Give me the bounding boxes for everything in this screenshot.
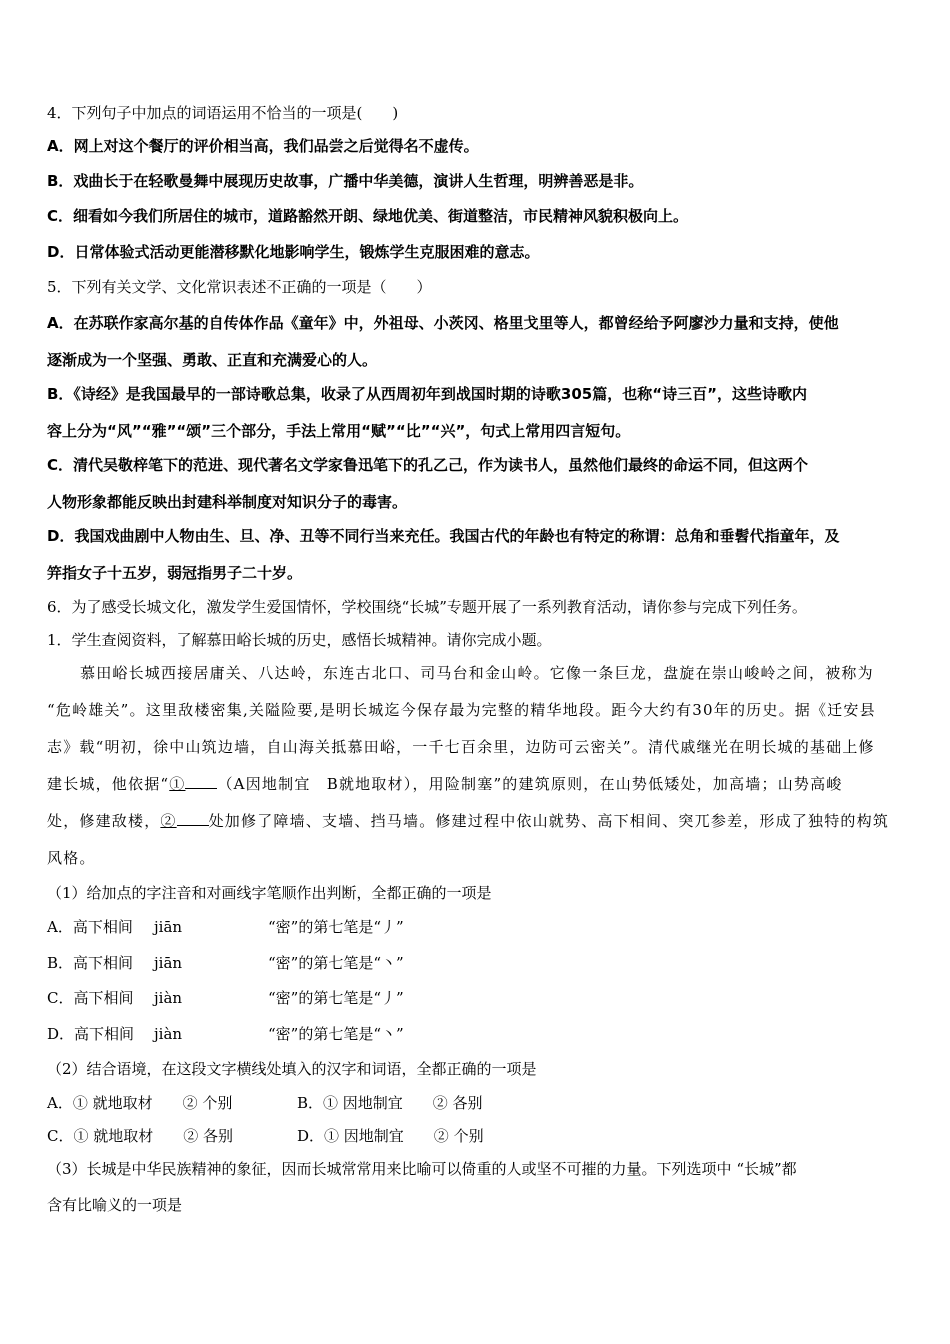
q5-option-b-line2: 容上分为“风”“雅”“颂”三个部分，手法上常用“赋”“比”“兴”，句式上常用四言短句。	[47, 422, 631, 440]
sq1-option-d-pinyin: jiàn	[154, 1025, 183, 1043]
passage-line-3: 志》载“明初，徐中山筑边墙，自山海关抵慕田峪，一千七百余里，边防可云密关”。清代戚继光在明长城的基础上修	[47, 738, 875, 756]
sq2-option-a: A．① 就地取材 ② 个别	[47, 1094, 233, 1112]
sq1-option-c-stroke: “密”的第七笔是“丿”	[268, 989, 404, 1007]
sub-question-1: （1）给加点的字注音和对画线字笔顺作出判断，全都正确的一项是	[47, 884, 492, 902]
q6-sub1: 1．学生查阅资料，了解慕田峪长城的历史，感悟长城精神。请你完成小题。	[47, 631, 552, 649]
blank-1-marker: ①	[169, 775, 186, 793]
q4-option-d: D．日常体验式活动更能潜移默化地影响学生，锻炼学生克服困难的意志。	[47, 243, 540, 261]
q4-option-c: C．细看如今我们所居住的城市，道路豁然开朗、绿地优美、街道整洁，市民精神风貌积极向上。	[47, 207, 689, 225]
q4-option-a: A．网上对这个餐厅的评价相当高，我们品尝之后觉得名不虚传。	[47, 137, 479, 155]
q5-option-a-line1: A．在苏联作家高尔基的自传体作品《童年》中，外祖母、小茨冈、格里戈里等人，都曾经给予阿廖沙力量和支持，使他	[47, 314, 839, 332]
q5-option-c-line2: 人物形象都能反映出封建科举制度对知识分子的毒害。	[47, 493, 408, 511]
sq1-option-b-pinyin: jiān	[154, 954, 183, 972]
passage-line-1: 慕田峪长城西接居庸关、八达岭，东连古北口、司马台和金山岭。它像一条巨龙，盘旋在崇山峻岭之间，被称为	[80, 664, 874, 682]
q5-option-c-line1: C．清代吴敬梓笔下的范进、现代著名文学家鲁迅笔下的孔乙己，作为读书人，虽然他们最终的命运不同，但这两个	[47, 456, 809, 474]
q4-option-b: B．戏曲长于在轻歌曼舞中展现历史故事，广播中华美德，演讲人生哲理，明辨善恶是非。	[47, 172, 644, 190]
q6-stem: 6．为了感受长城文化，激发学生爱国情怀，学校围绕“长城”专题开展了一系列教育活动，请你参与完成下列任务。	[47, 598, 807, 616]
sub-question-3-line1: （3）长城是中华民族精神的象征，因而长城常常用来比喻可以倚重的人或坚不可摧的力量。下列选项中 “长城”都	[47, 1160, 797, 1178]
passage-line-4-start: 建长城，他依据“	[47, 775, 170, 793]
sq1-option-d-stroke: “密”的第七笔是“丶”	[268, 1025, 404, 1043]
passage-line-4-end: （A因地制宜 B就地取材），用险制塞”的建筑原则，在山势低矮处，加高墙；山势高峻	[217, 775, 843, 793]
passage-line-2: “危岭雄关”。这里敌楼密集,关隘险要,是明长城迄今保存最为完整的精华地段。距今大约有30年的历史。据《迁安县	[47, 701, 876, 719]
passage-line-5	[47, 811, 889, 831]
sq1-option-a-stroke: “密”的第七笔是“丿”	[268, 918, 404, 936]
sub-question-2: （2）结合语境，在这段文字横线处填入的汉字和词语，全都正确的一项是	[47, 1060, 537, 1078]
sq1-option-b-label: B．高下相间	[47, 954, 134, 972]
blank-2-marker: ②	[160, 812, 177, 830]
q5-option-a-line2: 逐渐成为一个坚强、勇敢、正直和充满爱心的人。	[47, 351, 378, 369]
sq1-option-c-pinyin: jiàn	[154, 989, 183, 1007]
sq2-option-c: C．① 就地取材 ② 各别	[47, 1127, 234, 1145]
sq1-option-a-pinyin: jiān	[154, 918, 183, 936]
q5-stem: 5．下列有关文学、文化常识表述不正确的一项是（ ）	[47, 278, 432, 296]
blank-1	[185, 774, 217, 789]
passage-line-5-start: 处，修建敌楼，	[47, 812, 161, 830]
passage-line-5-end: 处加修了障墙、支墙、挡马墙。修建过程中依山就势、高下相间、突兀参差，形成了独特的构筑	[208, 812, 890, 830]
q5-option-d-line1: D．我国戏曲剧中人物由生、旦、净、丑等不同行当来充任。我国古代的年龄也有特定的称谓：总角和垂髫代指童年，及	[47, 527, 840, 545]
passage-line-6: 风格。	[47, 849, 96, 867]
q5-option-b-line1: B．《诗经》是我国最早的一部诗歌总集，收录了从西周初年到战国时期的诗歌305篇，也称“诗三百”，这些诗歌内	[47, 385, 807, 403]
sq1-option-c-label: C．高下相间	[47, 989, 134, 1007]
sq2-option-b: B．① 因地制宜 ② 各别	[297, 1094, 483, 1112]
sq1-option-d-label: D．高下相间	[47, 1025, 135, 1043]
blank-2	[177, 811, 209, 826]
sq2-option-d: D．① 因地制宜 ② 个别	[297, 1127, 484, 1145]
sub-question-3-line2: 含有比喻义的一项是	[47, 1196, 183, 1214]
q4-stem: 4．下列句子中加点的词语运用不恰当的一项是( )	[47, 104, 399, 122]
q5-option-d-line2: 笄指女子十五岁，弱冠指男子二十岁。	[47, 564, 303, 582]
sq1-option-a-label: A．高下相间	[47, 918, 133, 936]
sq1-option-b-stroke: “密”的第七笔是“丶”	[268, 954, 404, 972]
passage-line-4	[47, 774, 843, 794]
